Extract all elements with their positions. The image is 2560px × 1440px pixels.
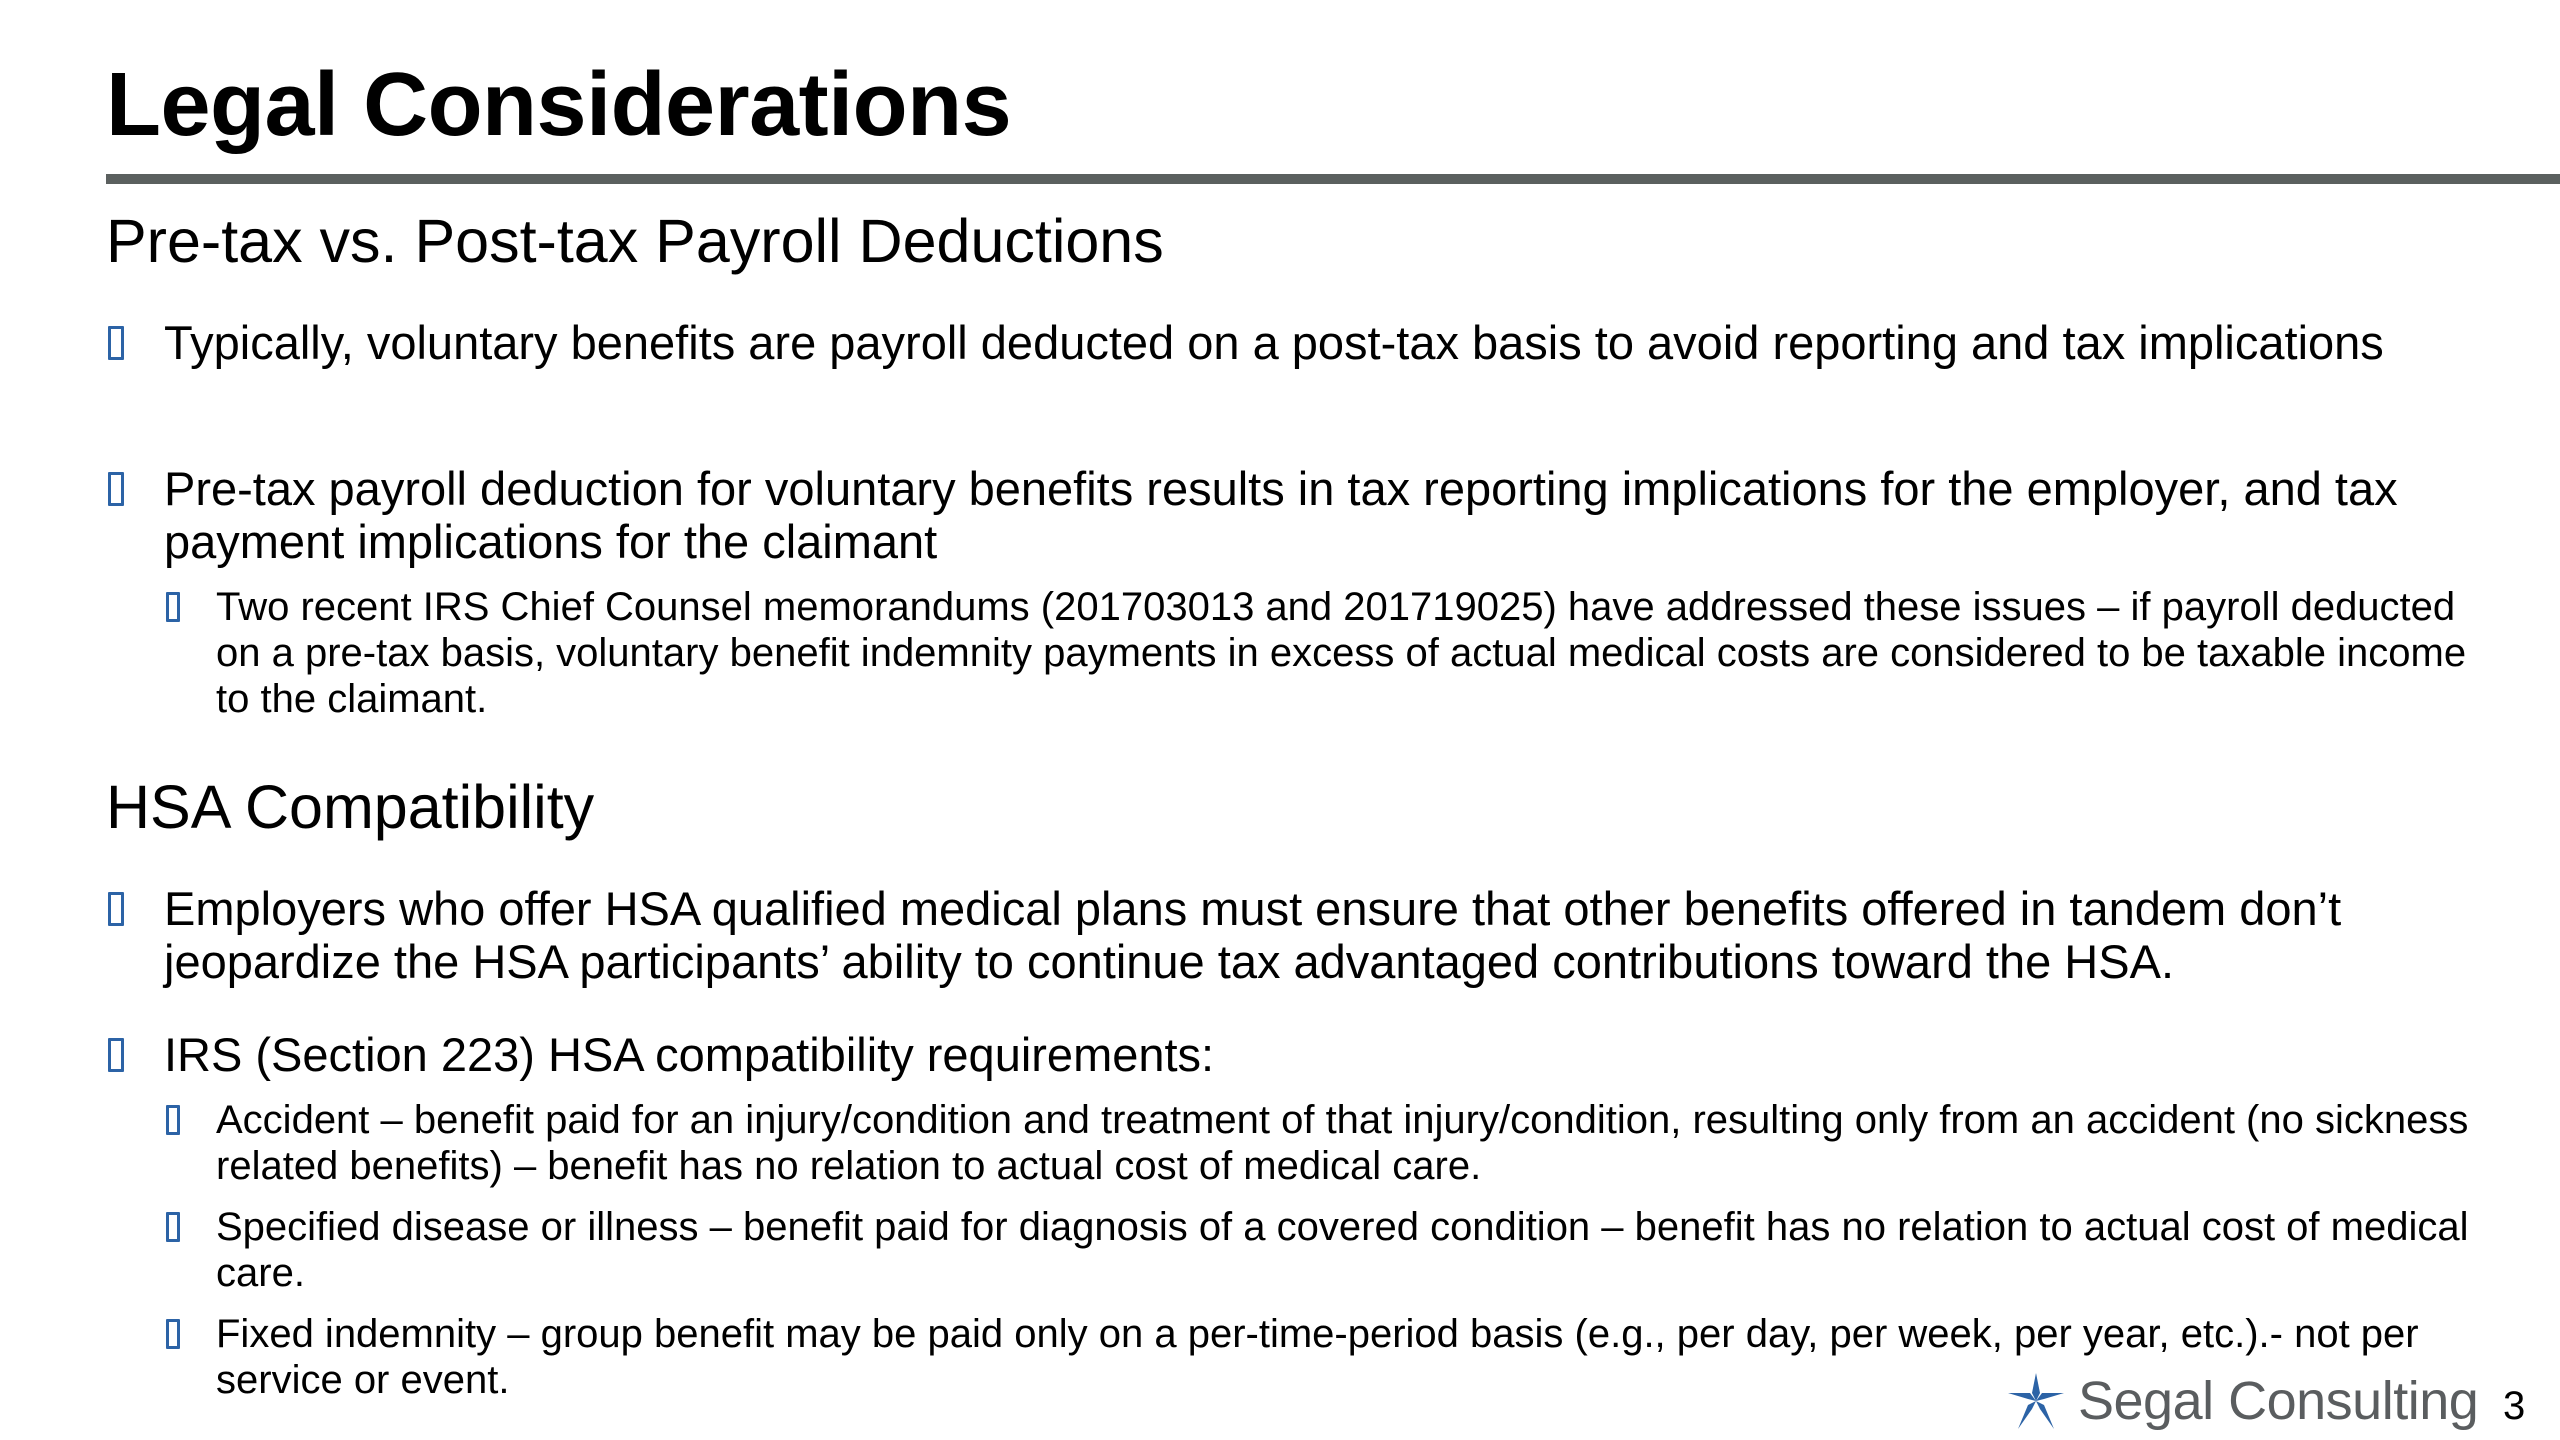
bullet-marker-icon [108, 326, 124, 360]
bullet-item [164, 316, 2504, 369]
sub-bullet-marker-icon [166, 1319, 180, 1349]
logo-text: Segal Consulting [2078, 1371, 2479, 1431]
sub-bullet-text: Specified disease or illness – benefit paid for diagnosis of a covered condition – benefit has no relation to actual cost of medical care. [216, 1205, 2469, 1295]
sub-bullet-text: Accident – benefit paid for an injury/condition and treatment of that injury/condition, resulting only from an accident (no sickness related benefits) – benefit has no relation to actual cost of medical care. [216, 1098, 2469, 1188]
section-heading-pretax: Pre-tax vs. Post-tax Payroll Deductions [106, 207, 1164, 275]
sub-bullet-text: Two recent IRS Chief Counsel memorandums (201703013 and 201719025) have addressed these issues – if payroll deducted on a pre-tax basis, voluntary benefit indemnity payments in excess of actual medical costs are considered to be taxable income to the claimant. [216, 585, 2467, 721]
bullet-marker-icon [108, 1038, 124, 1072]
sub-bullet-marker-icon [166, 1105, 180, 1135]
sub-bullet-marker-icon [166, 1212, 180, 1242]
slide-title: Legal Considerations [106, 55, 1012, 155]
sub-bullet-text: Fixed indemnity – group benefit may be paid only on a per-time-period basis (e.g., per day, per week, per year, etc.).- not per service or event. [216, 1312, 2419, 1402]
section-heading-hsa: HSA Compatibility [106, 773, 595, 841]
bullet-text: Pre-tax payroll deduction for voluntary benefits results in tax reporting implications for the employer, and tax payment implications for the claimant [164, 462, 2398, 568]
segal-consulting-logo [2006, 1366, 2478, 1436]
sub-bullet-item [216, 1097, 2476, 1189]
bullet-text: Typically, voluntary benefits are payroll deducted on a post-tax basis to avoid reporting and tax implications [164, 316, 2384, 369]
bullet-item [164, 882, 2504, 988]
bullet-item [164, 1028, 2504, 1081]
bullet-text: IRS (Section 223) HSA compatibility requirements: [164, 1028, 1215, 1081]
page-number: 3 [2503, 1384, 2526, 1428]
bullet-text: Employers who offer HSA qualified medical plans must ensure that other benefits offered in tandem don’t jeopardize the HSA participants’ ability to continue tax advantaged contributions toward the HSA. [164, 882, 2342, 988]
bullet-marker-icon [108, 472, 124, 506]
sub-bullet-marker-icon [166, 592, 180, 622]
bullet-item [164, 462, 2504, 568]
title-divider [106, 174, 2560, 184]
bullet-marker-icon [108, 892, 124, 926]
sub-bullet-item [216, 584, 2476, 722]
segal-star-icon [2006, 1371, 2066, 1431]
sub-bullet-item [216, 1204, 2476, 1296]
